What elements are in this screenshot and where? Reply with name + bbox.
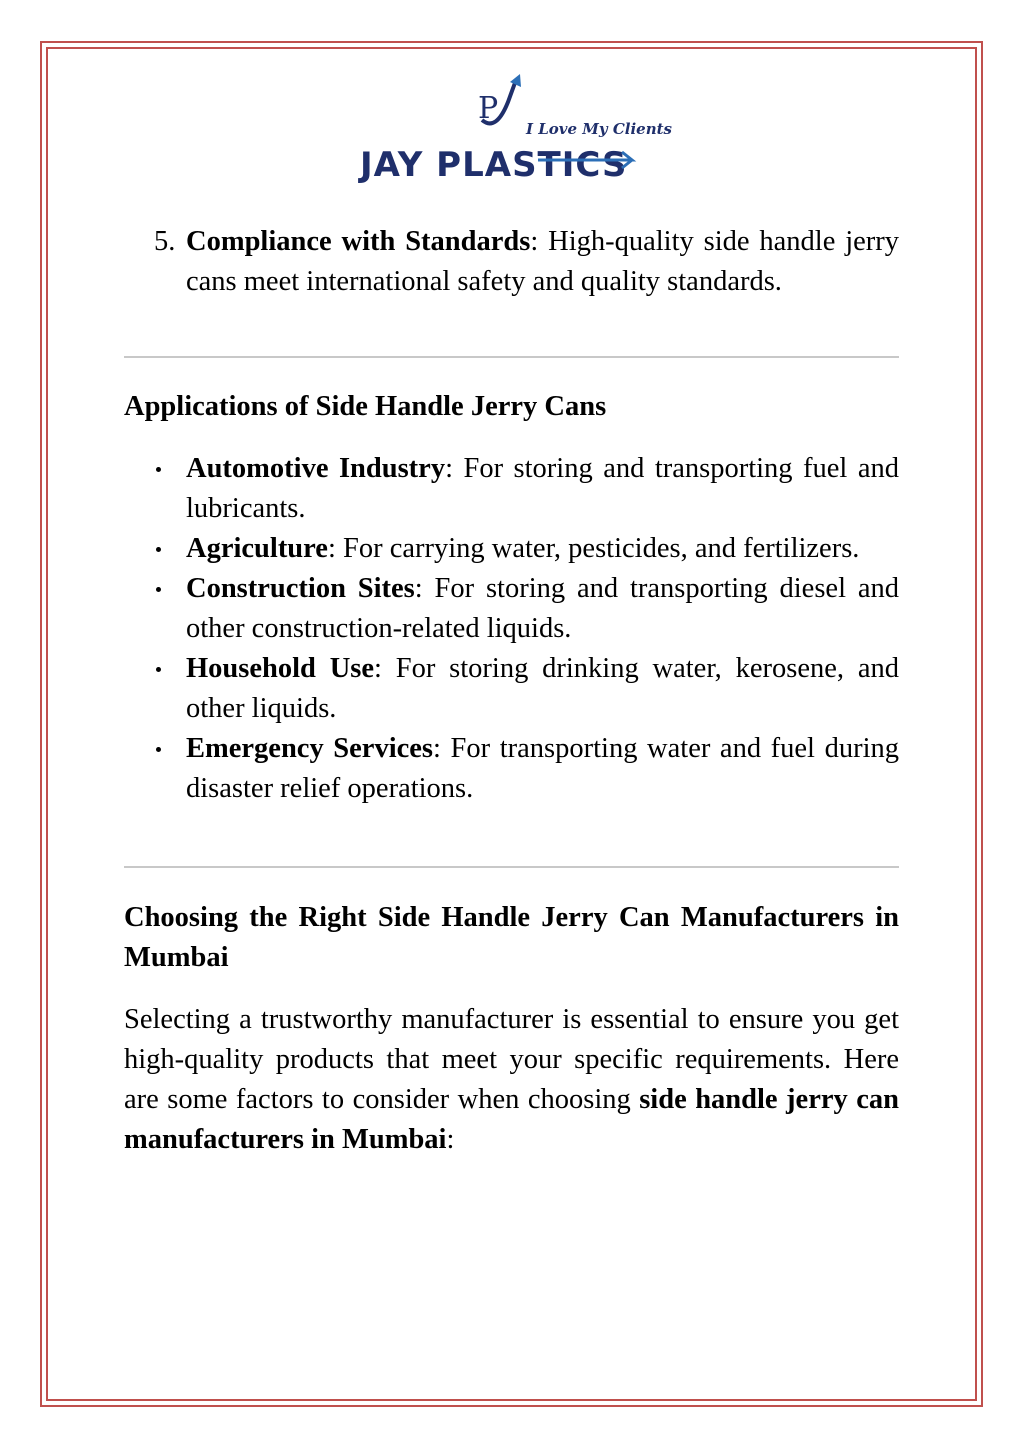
item-title: Construction Sites xyxy=(186,573,415,604)
compliance-text: : High-quality side handle jerry cans meet international safety and quality standards. xyxy=(186,226,899,297)
logo-tagline: I Love My Clients xyxy=(526,120,672,138)
item-text: : For storing and transporting diesel and other construction-related liquids. xyxy=(186,573,899,644)
choosing-paragraph xyxy=(124,1000,899,1160)
compliance-item xyxy=(124,222,899,302)
list-item xyxy=(124,649,899,729)
list-item xyxy=(124,449,899,529)
list-item xyxy=(124,569,899,649)
section-divider-1 xyxy=(124,356,899,358)
bullet-icon xyxy=(156,747,161,752)
item-title: Emergency Services xyxy=(186,733,434,764)
choosing-heading: Choosing the Right Side Handle Jerry Can Manufacturers in Mumbai xyxy=(124,902,899,973)
item-title: Household Use xyxy=(186,653,375,684)
choosing-text: Selecting a trustworthy manufacturer is essential to ensure you get high-quality products that meet your specific requirements. Here are some factors to consider when choosing xyxy=(124,1004,899,1115)
bullet-icon xyxy=(156,547,161,552)
item-text: : For storing drinking water, kerosene, and other liquids. xyxy=(186,653,899,724)
compliance-number: 5. xyxy=(154,226,176,257)
item-title: Agriculture xyxy=(186,533,328,564)
logo-brand: JAY PLASTICS xyxy=(360,145,628,185)
item-text: : For carrying water, pesticides, and fertilizers. xyxy=(327,533,860,564)
jay-plastics-logo xyxy=(360,72,672,185)
section-divider-2 xyxy=(124,866,899,868)
bullet-icon xyxy=(156,587,161,592)
applications-list xyxy=(124,449,899,809)
bullet-icon xyxy=(156,667,161,672)
list-item xyxy=(124,529,899,569)
bullet-icon xyxy=(156,467,161,472)
logo-monogram: P xyxy=(478,91,499,126)
item-title: Automotive Industry xyxy=(186,453,446,484)
page-content xyxy=(124,222,899,1160)
list-item xyxy=(124,729,899,809)
applications-heading: Applications of Side Handle Jerry Cans xyxy=(124,391,607,422)
choosing-end: : xyxy=(446,1124,455,1155)
choosing-bold: side handle jerry can manufacturers in Mumbai xyxy=(124,1084,899,1155)
compliance-title: Compliance with Standards xyxy=(186,226,531,257)
item-text: : For transporting water and fuel during disaster relief operations. xyxy=(186,733,899,804)
item-text: : For storing and transporting fuel and lubricants. xyxy=(186,453,899,524)
